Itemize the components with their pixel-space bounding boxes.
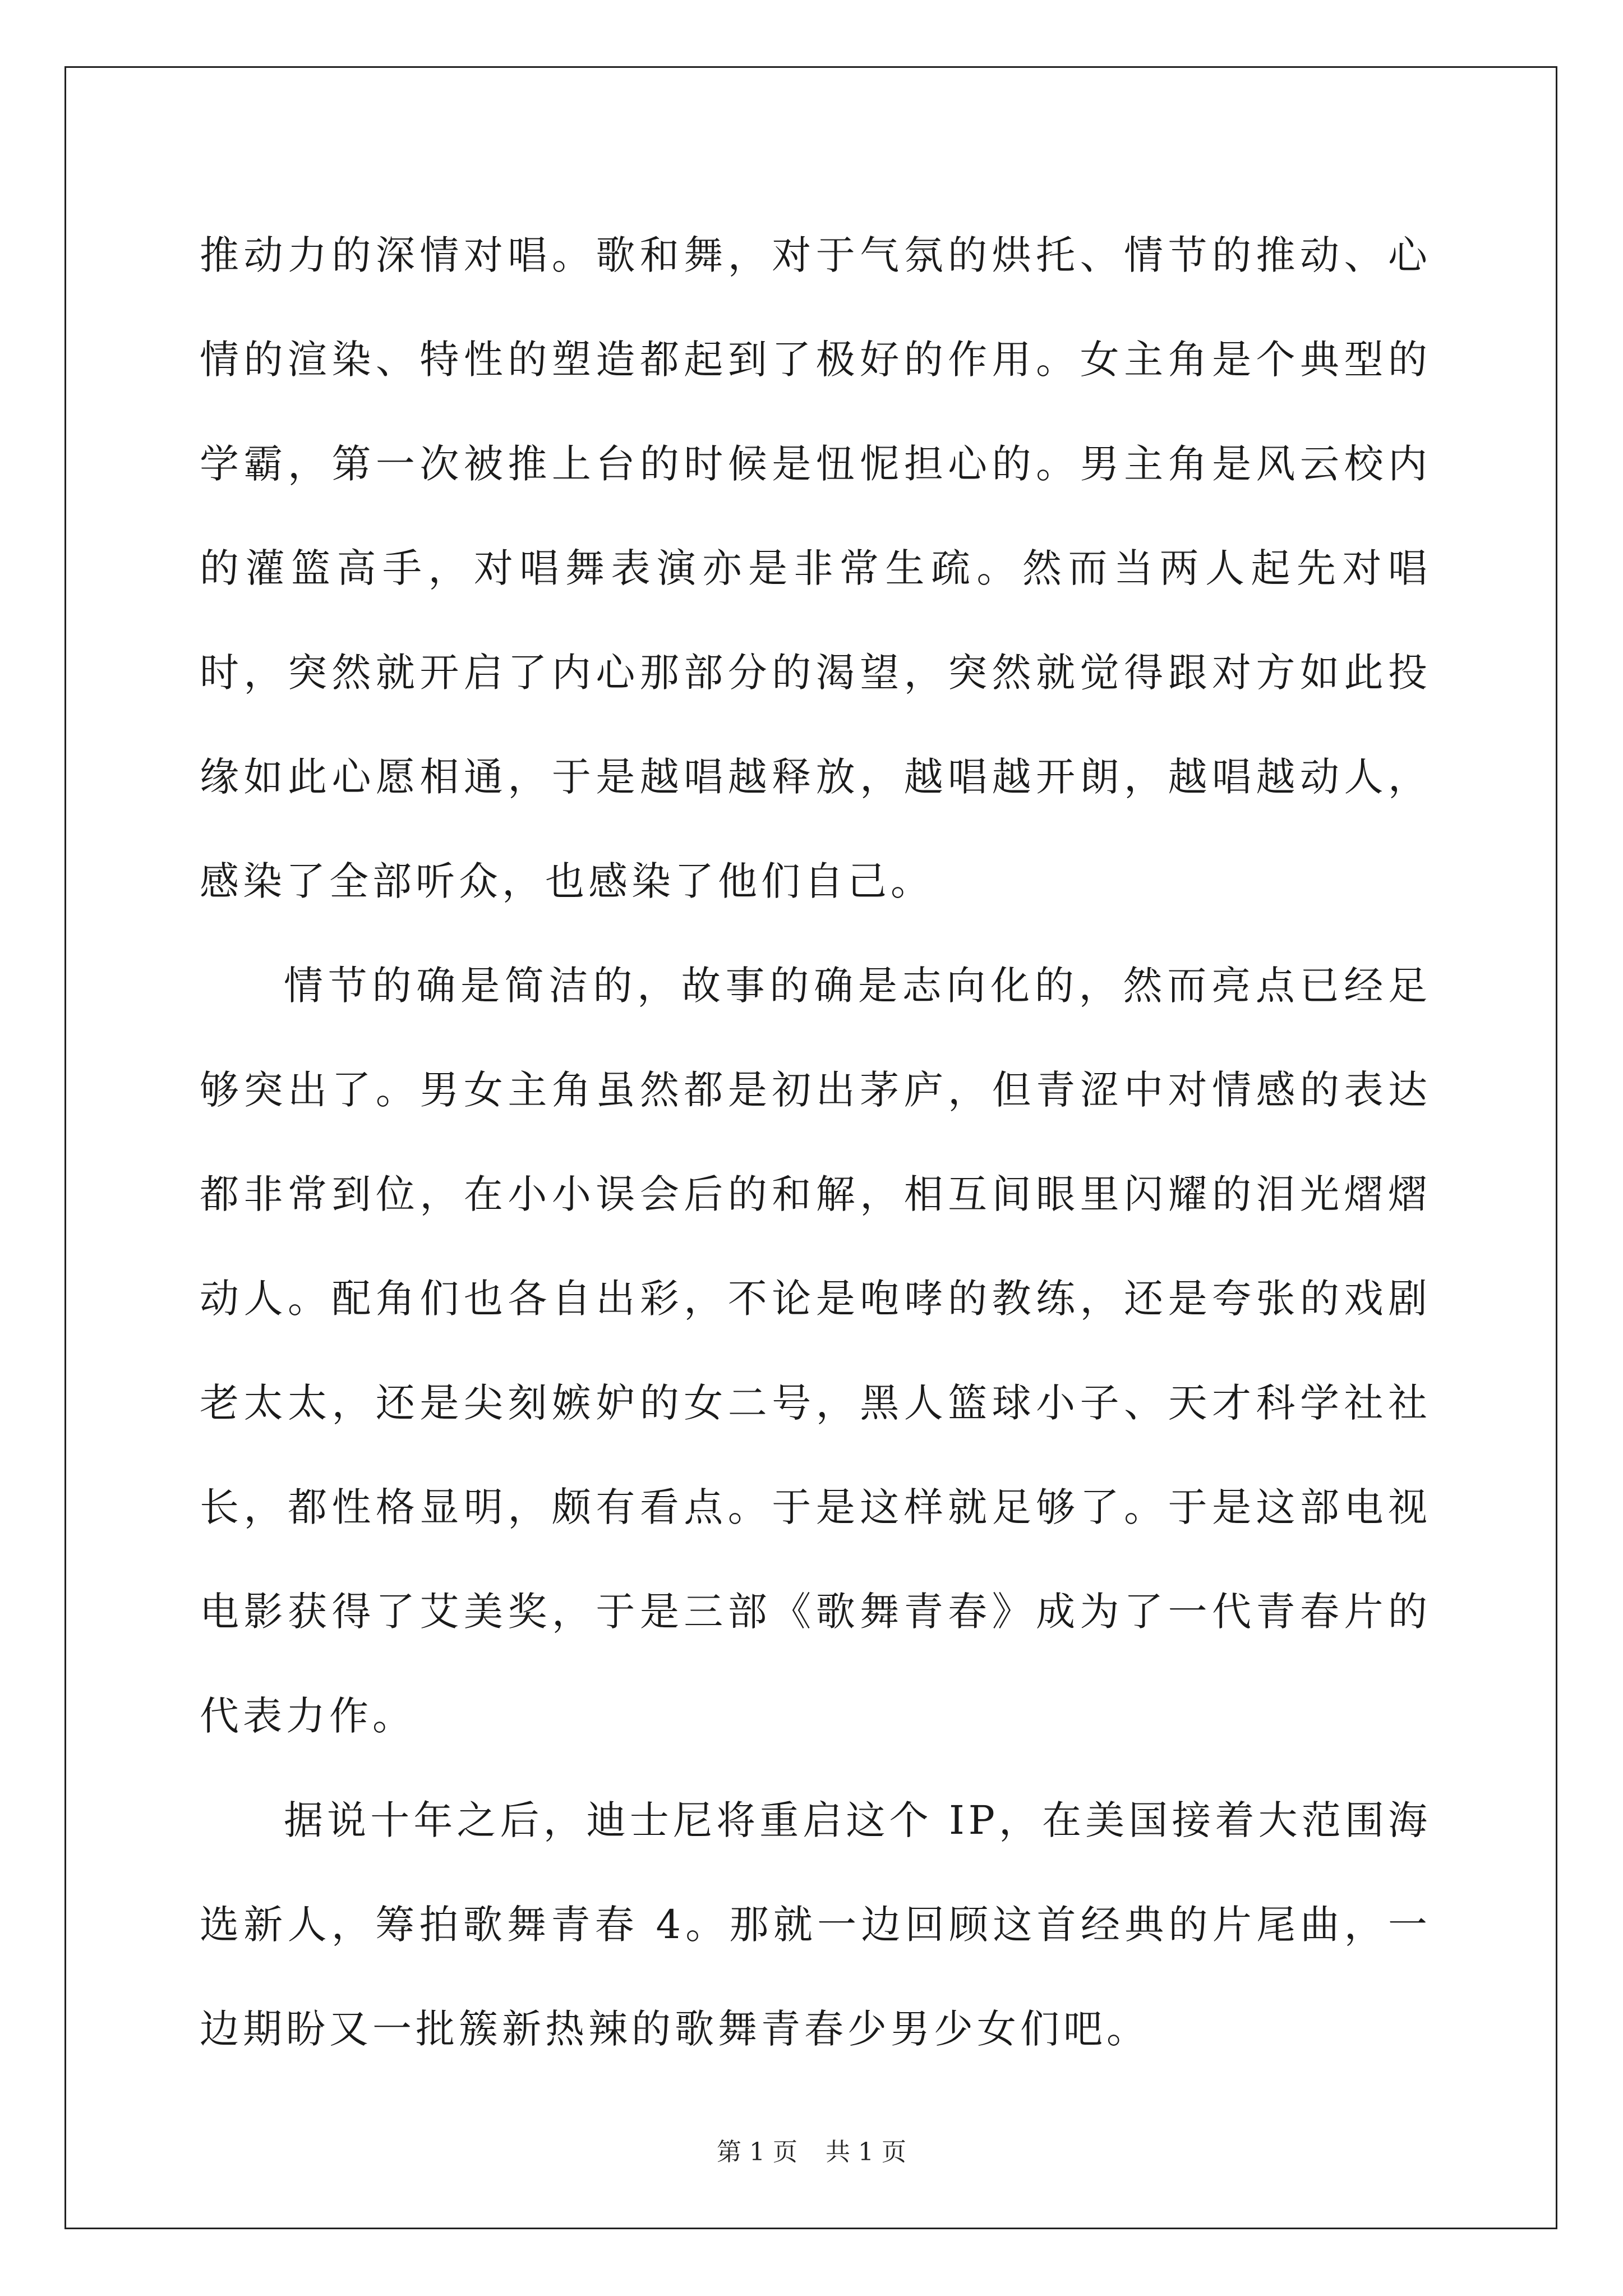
page-number-current: 第 1 页 bbox=[717, 2138, 797, 2166]
paragraph-reboot-news: 据说十年之后，迪士尼将重启这个 IP，在美国接着大范围海选新人，筹拍歌舞青春 4。那就一边回顾这首经典的片尾曲，一边期盼又一批簇新热辣的歌舞青春少男少女们吧。 bbox=[200, 1797, 1431, 2052]
page-number-total: 共 1 页 bbox=[826, 2138, 906, 2166]
document-body bbox=[200, 203, 1431, 2081]
page-footer bbox=[0, 2132, 1623, 2168]
paragraph-continued: 推动力的深情对唱。歌和舞，对于气氛的烘托、情节的推动、心情的渲染、特性的塑造都起到了极好的作用。女主角是个典型的学霸，第一次被推上台的时候是忸怩担心的。男主角是风云校内的灌篮高手，对唱舞表演亦是非常生疏。然而当两人起先对唱时，突然就开启了内心那部分的渴望，突然就觉得跟对方如此投缘如此心愿相通，于是越唱越释放，越唱越开朗，越唱越动人，感染了全部听众，也感染了他们自己。 bbox=[200, 232, 1431, 904]
paragraph-plot-review: 情节的确是简洁的，故事的确是志向化的，然而亮点已经足够突出了。男女主角虽然都是初出茅庐，但青涩中对情感的表达都非常到位，在小小误会后的和解，相互间眼里闪耀的泪光熠熠动人。配角们也各自出彩，不论是咆哮的教练，还是夸张的戏剧老太太，还是尖刻嫉妒的女二号，黑人篮球小子、天才科学社社长，都性格显明，颇有看点。于是这样就足够了。于是这部电视电影获得了艾美奖，于是三部《歌舞青春》成为了一代青春片的代表力作。 bbox=[200, 963, 1431, 1739]
